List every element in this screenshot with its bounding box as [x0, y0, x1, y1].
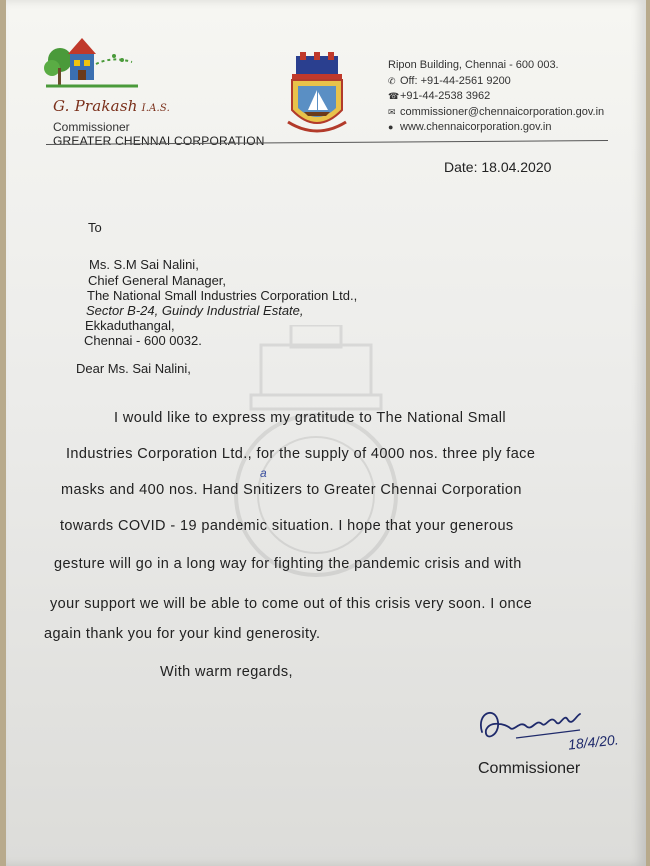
organization-name: GREATER CHENNAI CORPORATION — [53, 134, 265, 148]
commissioner-title: Commissioner — [53, 120, 130, 134]
to-label: To — [88, 220, 102, 235]
commissioner-name-text: G. Prakash — [53, 97, 138, 115]
signature-date: 18/4/20. — [567, 731, 620, 753]
recipient-line: Ms. S.M Sai Nalini, — [89, 257, 199, 272]
body-line: gesture will go in a long way for fighting the pandemic crisis and with — [54, 556, 522, 572]
letter-date: Date: 18.04.2020 — [444, 159, 552, 175]
commissioner-name — [53, 97, 170, 115]
address-line: Ripon Building, Chennai - 600 003. — [388, 59, 559, 71]
body-line: towards COVID - 19 pandemic situation. I hope that your generous — [60, 518, 514, 534]
recipient-line: Chennai - 600 0032. — [84, 333, 202, 348]
phone-icon: ✆ — [388, 75, 396, 86]
handwritten-correction: a — [260, 466, 267, 480]
body-line: I would like to express my gratitude to The National Small — [114, 410, 507, 426]
recipient-line: The National Small Industries Corporation Ltd., — [87, 288, 358, 303]
closing: With warm regards, — [160, 664, 293, 680]
website-url: www.chennaicorporation.gov.in — [400, 121, 552, 133]
salutation: Dear Ms. Sai Nalini, — [76, 361, 191, 376]
office-phone-row — [388, 74, 604, 90]
recipient-line: Chief General Manager, — [88, 273, 227, 288]
contact-block — [388, 58, 604, 136]
signatory-title: Commissioner — [478, 760, 581, 777]
letter-page — [6, 0, 646, 866]
website-row — [388, 120, 604, 136]
body-line: Industries Corporation Ltd., for the supply of 4000 nos. three ply face — [66, 446, 536, 462]
recipient-line: Ekkaduthangal, — [85, 318, 175, 333]
fax-row — [388, 89, 604, 105]
globe-icon: ● — [388, 122, 394, 132]
email-row — [388, 105, 604, 121]
email-address: commissioner@chennaicorporation.gov.in — [400, 105, 605, 118]
fax-number: +91-44-2538 3962 — [400, 90, 491, 102]
ias-suffix: I.A.S. — [141, 103, 170, 114]
email-icon: ✉ — [388, 106, 396, 117]
recipient-line: Sector B-24, Guindy Industrial Estate, — [86, 303, 304, 318]
corporation-logo — [42, 34, 142, 98]
body-line: your support we will be able to come out of this crisis very soon. I once — [50, 596, 533, 612]
office-phone: Off: +91-44-2561 9200 — [400, 74, 511, 87]
body-line: masks and 400 nos. Hand Snitizers to Greater Chennai Corporation — [61, 482, 522, 498]
fax-icon: ☎ — [388, 91, 400, 101]
body-line: again thank you for your kind generosity. — [44, 626, 321, 642]
chennai-corporation-seal — [286, 52, 348, 138]
